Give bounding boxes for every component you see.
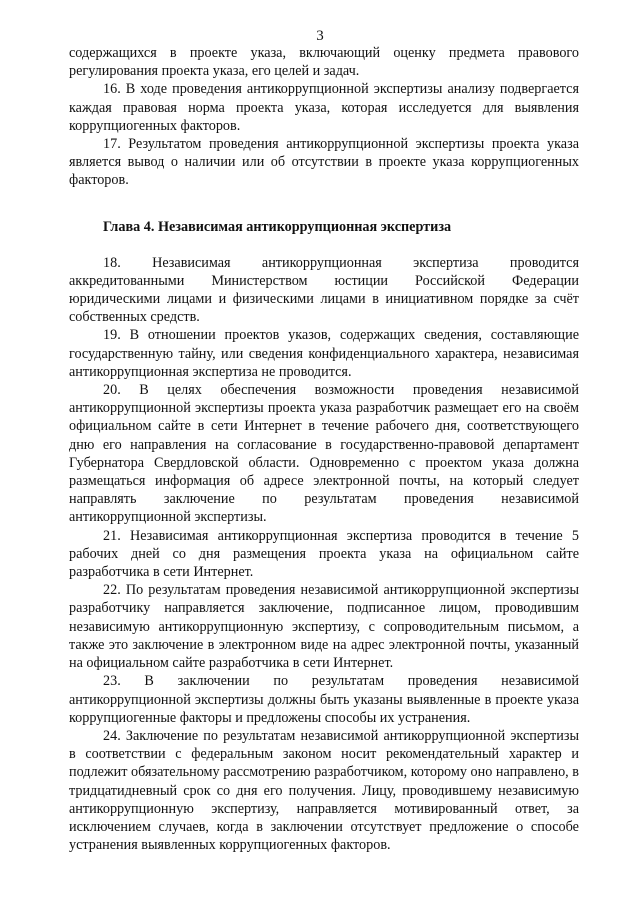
page-number: 3 bbox=[316, 28, 324, 44]
paragraph-22: 22. По результатам проведения независимой антикоррупционной экспертизы разработчику направляется заключение, подписанное лицом, проводившим независимую антикоррупционную экспертизу, с сопроводительным письмом, а также это заключение в электронном виде на адрес электронной почты, указанный на официальном сайте разработчика в сети Интернет. bbox=[69, 582, 579, 672]
document-body bbox=[69, 44, 579, 854]
paragraph-19: 19. В отношении проектов указов, содержащих сведения, составляющие государственную тайну, или сведения конфиденциального характера, независимая антикоррупционная экспертиза не проводится. bbox=[69, 327, 579, 380]
paragraph-continuation: содержащихся в проекте указа, включающий оценку предмета правового регулирования проекта указа, его целей и задач. bbox=[69, 45, 579, 80]
paragraph-21: 21. Независимая антикоррупционная экспертиза проводится в течение 5 рабочих дней со дня размещения проекта указа на официальном сайте разработчика в сети Интернет. bbox=[69, 527, 579, 581]
paragraph-24: 24. Заключение по результатам независимой антикоррупционной экспертизы в соответствии с федеральным законом носит рекомендательный характер и подлежит обязательному рассмотрению разработчиком, которому оно направлено, в тридцатидневный срок со дня его получения. Лицу, проводившему независимую антикоррупционную экспертизу, направляется мотивированный ответ, за исключением случаев, когда в заключении отсутствует предложение о способе устранения выявленных коррупциогенных факторов. bbox=[69, 727, 579, 854]
chapter-heading: Глава 4. Независимая антикоррупционная экспертиза bbox=[103, 218, 452, 235]
paragraph-20: 20. В целях обеспечения возможности проведения независимой антикоррупционной экспертизы проекта указа разработчик размещает его на своём официальном сайте в сети Интернет в течение рабочего дня, соответствующего дню его направления на согласование в государственно-правовой департамент Губернатора Свердловской области. Одновременно с проектом указа должна размещаться информация об адресе электронной почты, на который следует направлять заключение по результатам проведения независимой антикоррупционной экспертизы. bbox=[69, 382, 579, 526]
paragraph-18: 18. Независимая антикоррупционная экспертиза проводится аккредитованными Министерством юстиции Российской Федерации юридическими лицами и физическими лицами в инициативном порядке за счёт собственных средств. bbox=[69, 254, 579, 326]
paragraph-23: 23. В заключении по результатам проведения независимой антикоррупционной экспертизы должны быть указаны выявленные в проекте указа коррупциогенные факторы и предложены способы их устранения. bbox=[69, 673, 579, 726]
paragraph-16: 16. В ходе проведения антикоррупционной экспертизы анализу подвергается каждая правовая норма проекта указа, которая исследуется для выявления коррупциогенных факторов. bbox=[69, 81, 579, 134]
paragraph-17: 17. Результатом проведения антикоррупционной экспертизы проекта указа является вывод о наличии или об отсутствии в проекте указа коррупциогенных факторов. bbox=[69, 136, 579, 189]
